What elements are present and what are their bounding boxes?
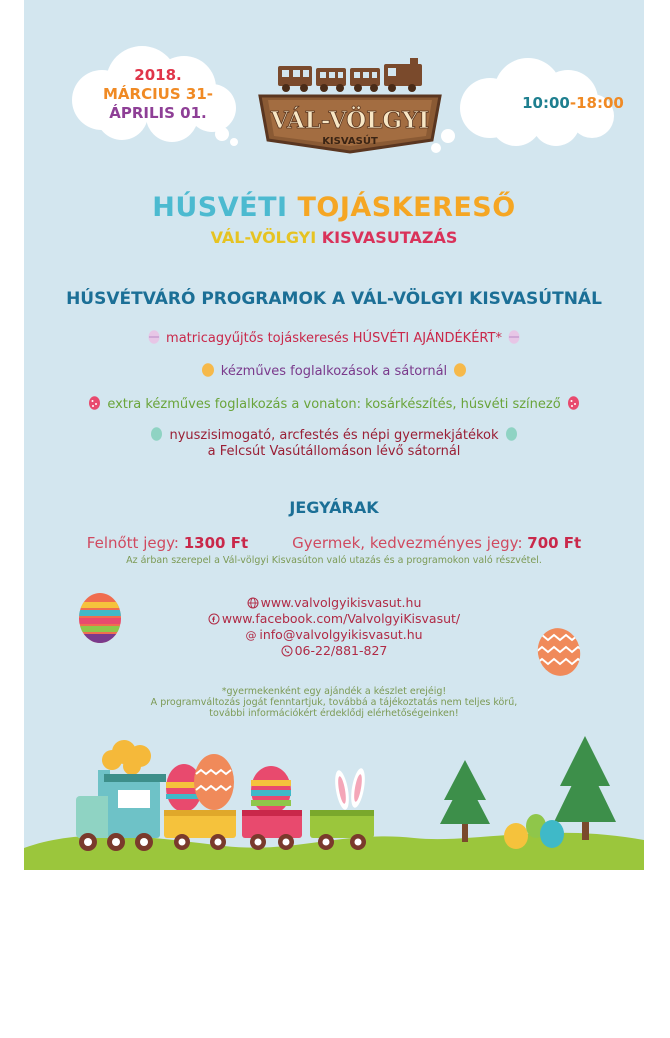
easter-train-scene bbox=[24, 730, 644, 870]
egg-icon bbox=[508, 329, 520, 344]
striped-egg-icon bbox=[78, 590, 122, 644]
egg-icon bbox=[453, 362, 467, 377]
egg-icon bbox=[148, 329, 160, 344]
egg-icon bbox=[505, 426, 518, 441]
subtitle-part-1: VÁL-VÖLGYI bbox=[210, 228, 322, 247]
logo-title: VÁL-VÖLGYI bbox=[270, 107, 430, 134]
program-item-2-text: kézműves foglalkozások a sátornál bbox=[220, 364, 448, 379]
child-ticket-label: Gyermek, kedvezményes jegy: bbox=[292, 534, 528, 552]
program-item-1-text: matricagyűjtős tojáskeresés HÚSVÉTI AJÁNDÉKÉRT* bbox=[166, 331, 502, 346]
phone-icon bbox=[281, 645, 293, 657]
program-item-4 bbox=[24, 426, 644, 444]
patterned-egg-icon bbox=[536, 626, 582, 678]
tree-icon bbox=[554, 736, 616, 840]
date-year: 2018. bbox=[134, 66, 182, 84]
event-time bbox=[508, 94, 638, 112]
program-item-2 bbox=[24, 362, 644, 380]
ticket-prices bbox=[24, 534, 644, 552]
ticket-note: Az árban szerepel a Vál-völgyi Kisvasúton való utazás és a programokon való részvétel. bbox=[126, 555, 542, 566]
facebook-link[interactable]: www.facebook.com/ValvolgyiKisvasut/ bbox=[221, 611, 461, 626]
facebook-icon bbox=[208, 613, 220, 625]
title-part-1: HÚSVÉTI bbox=[152, 192, 298, 223]
globe-icon bbox=[247, 597, 259, 609]
child-ticket-price: 700 Ft bbox=[527, 534, 582, 552]
time-end: 18:00 bbox=[576, 94, 624, 112]
footnote-line-3: további információkért érdeklődj elérhetőségeinken! bbox=[209, 708, 459, 719]
egg-icon bbox=[567, 395, 580, 410]
at-icon bbox=[245, 629, 257, 641]
page-title bbox=[24, 192, 644, 223]
bunny-wagon-icon bbox=[310, 767, 374, 850]
smoke-icon bbox=[102, 740, 151, 775]
program-item-4-line-2: a Felcsút Vasútállomáson lévő sátornál bbox=[207, 444, 461, 459]
event-date bbox=[88, 66, 228, 123]
adult-ticket-price: 1300 Ft bbox=[183, 534, 249, 552]
logo-subtitle: KISVASÚT bbox=[322, 136, 378, 147]
tree-icon bbox=[440, 760, 490, 842]
time-separator: - bbox=[569, 94, 577, 112]
kisvasut-logo bbox=[250, 56, 450, 160]
egg-icon bbox=[201, 362, 215, 377]
program-item-1 bbox=[24, 329, 644, 347]
egg-icon bbox=[88, 395, 101, 410]
wagon-icon bbox=[242, 766, 302, 850]
program-item-3-text: extra kézműves foglalkozás a vonaton: kosárkészítés, húsvéti színező bbox=[107, 397, 561, 412]
subtitle-part-2: KISVASUTAZÁS bbox=[321, 228, 458, 247]
programs-heading: HÚSVÉTVÁRÓ PROGRAMOK A VÁL-VÖLGYI KISVASÚTNÁL bbox=[66, 289, 602, 309]
footnote-line-2: A programváltozás jogát fenntartjuk, továbbá a tájékoztatás nem teljes körű, bbox=[150, 697, 518, 708]
logo-train-icon bbox=[278, 58, 422, 92]
phone-number[interactable]: 06-22/881-827 bbox=[294, 643, 388, 658]
date-end: ÁPRILIS 01. bbox=[109, 104, 207, 122]
adult-ticket-label: Felnőtt jegy: bbox=[86, 534, 184, 552]
egg-icon bbox=[150, 426, 163, 441]
svg-text:@: @ bbox=[245, 629, 257, 641]
website-link[interactable]: www.valvolgyikisvasut.hu bbox=[260, 595, 422, 610]
page-subtitle bbox=[24, 228, 644, 247]
email-link[interactable]: info@valvolgyikisvasut.hu bbox=[259, 627, 423, 642]
program-item-3 bbox=[24, 395, 644, 413]
title-part-2: TOJÁSKERESŐ bbox=[297, 192, 516, 223]
footnote-line-1: *gyermekenként egy ajándék a készlet erejéig! bbox=[221, 686, 447, 697]
program-item-4-text: nyuszisimogató, arcfestés és népi gyermekjátékok bbox=[169, 428, 499, 443]
wagon-icon bbox=[164, 754, 236, 850]
date-start: MÁRCIUS 31- bbox=[103, 85, 213, 103]
time-start: 10:00 bbox=[522, 94, 570, 112]
tickets-heading: JEGYÁRAK bbox=[289, 498, 379, 517]
